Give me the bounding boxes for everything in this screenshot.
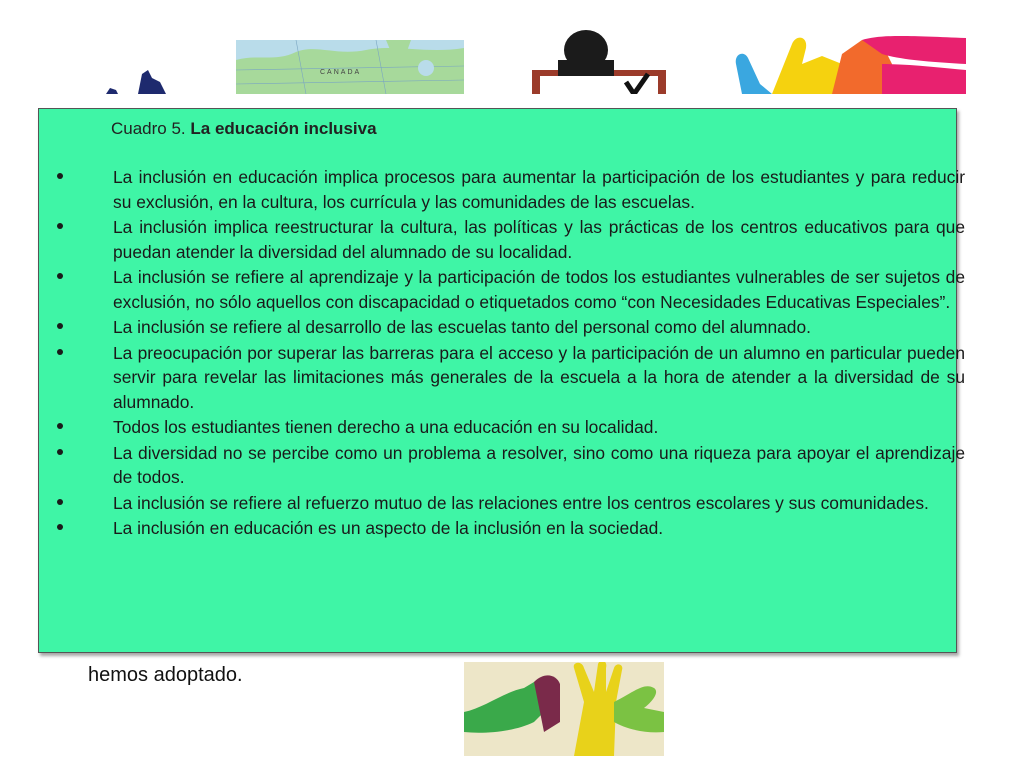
list-item: La inclusión en educación implica procesos para aumentar la participación de los estudiantes y para reducir su exclusión, en la cultura, los currícula y las comunidades de las escuelas.: [39, 165, 965, 214]
box-title: [111, 119, 377, 139]
list-item: La diversidad no se percibe como un problema a resolver, sino como una riqueza para apoyar el aprendizaje de todos.: [39, 441, 965, 490]
bullet-list: [39, 165, 965, 542]
map-label: CANADA: [320, 69, 362, 76]
bullet-icon: [57, 524, 63, 530]
list-item: La inclusión se refiere al desarrollo de las escuelas tanto del personal como del alumnado.: [39, 315, 965, 340]
box-title-bold: La educación inclusiva: [190, 119, 377, 138]
box-title-prefix: Cuadro 5.: [111, 119, 186, 138]
caption-text: hemos adoptado.: [88, 664, 243, 686]
clipboard-icon: [530, 26, 670, 94]
list-item: La inclusión se refiere al aprendizaje y la participación de todos los estudiantes vulnerables de ser sujetos de exclusión, no sólo aquellos con discapacidad o etiquetados como “con Necesidades Educativas Especiales”.: [39, 265, 965, 314]
canada-map-icon: [236, 40, 464, 94]
hands-icon: [464, 662, 664, 756]
list-item: Todos los estudiantes tienen derecho a una educación en su localidad.: [39, 415, 965, 440]
inclusive-education-box: [38, 108, 965, 653]
bullet-icon: [57, 449, 63, 455]
list-item: La inclusión se refiere al refuerzo mutuo de las relaciones entre los centros escolares y sus comunidades.: [39, 491, 965, 516]
bullet-icon: [57, 499, 63, 505]
bullet-icon: [57, 223, 63, 229]
bullet-icon: [57, 323, 63, 329]
bullet-icon: [57, 423, 63, 429]
bullet-icon: [57, 173, 63, 179]
colorful-hands-icon: [732, 34, 966, 94]
list-item: La preocupación por superar las barreras para el acceso y la participación de un alumno en particular pueden servir para revelar las limitaciones más generales de la escuela a la hora de atender a la diversidad de su alumnado.: [39, 341, 965, 415]
map-fragment-icon: [96, 68, 168, 94]
list-item: La inclusión implica reestructurar la cultura, las políticas y las prácticas de los centros educativos para que puedan atender la diversidad del alumnado de su localidad.: [39, 215, 965, 264]
bullet-icon: [57, 349, 63, 355]
bullet-icon: [57, 273, 63, 279]
list-item: La inclusión en educación es un aspecto de la inclusión en la sociedad.: [39, 516, 965, 541]
